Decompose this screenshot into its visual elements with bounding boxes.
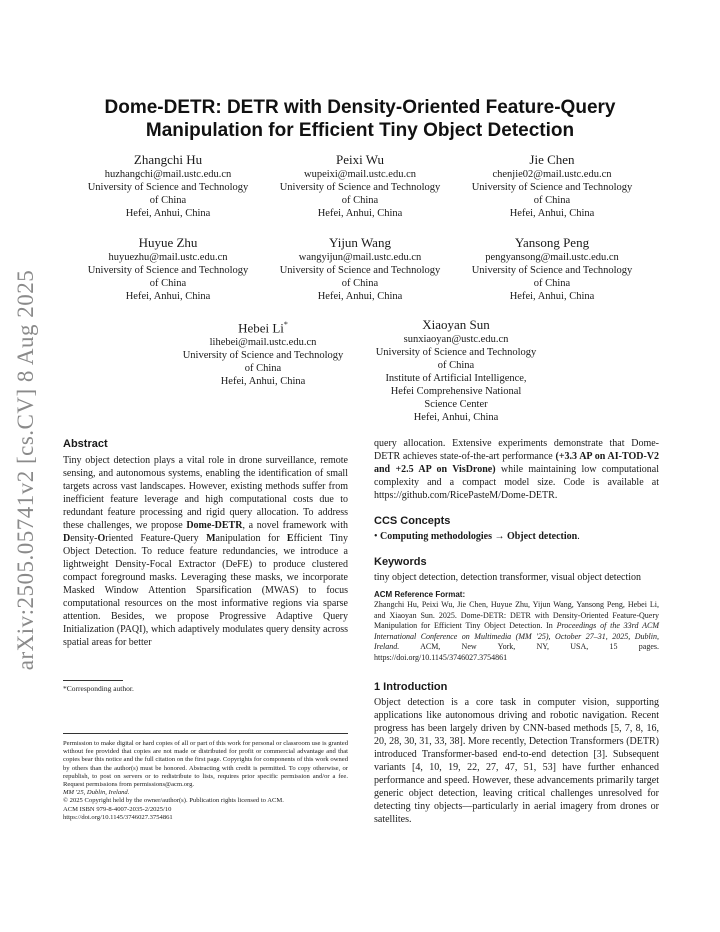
acronym-letter: D [63, 533, 71, 544]
permission-copyright: © 2025 Copyright held by the owner/author(s). Publication rights licensed to ACM. [63, 797, 284, 805]
keywords-text: tiny object detection, detection transformer, visual object detection [374, 572, 642, 583]
author-name: Zhangchi Hu [133, 152, 203, 167]
abstract-text-part: while maintaining low computational complexity and a compact model size. Code is available at https://github.com/RicePasteM/Dome-DETR. [374, 464, 659, 501]
acm-reference-venue: Proceedings of the 33rd ACM International Conference on Multimedia (MM '25), October 27–31, 2025, Dublin, Ireland. [374, 621, 660, 652]
permission-rule [63, 733, 348, 734]
permission-isbn: ACM ISBN 979-8-4007-2035-2/2025/10 [63, 805, 172, 813]
title-line-2: Manipulation for Efficient Tiny Object Detection [145, 120, 575, 141]
abstract-text-part: anipulation for [215, 533, 287, 544]
author-block [265, 151, 455, 220]
acm-reference-part: ACM, New York, NY, USA, 15 pages. https://doi.org/10.1145/3746027.3754861 [374, 642, 659, 662]
author-affiliation: University of Science and Technology [279, 265, 441, 276]
author-email: wupeixi@mail.ustc.edu.cn [303, 169, 417, 180]
author-location: Hefei, Anhui, China [413, 412, 499, 423]
permission-venue: MM '25, Dublin, Ireland. [63, 789, 130, 797]
author-affiliation: University of Science and Technology [471, 265, 633, 276]
abstract-text-part: , a novel framework with [242, 520, 348, 531]
author-email: sunxiaoyan@ustc.edu.cn [403, 334, 509, 345]
acm-reference-text [374, 600, 659, 664]
method-name: Dome-DETR [186, 520, 243, 531]
author-affiliation: Science Center [424, 399, 488, 410]
author-block [73, 234, 263, 303]
ccs-heading: CCS Concepts [374, 515, 451, 527]
author-affiliation: of China [533, 278, 571, 289]
introduction-heading: 1 Introduction [374, 680, 448, 693]
author-name: Jie Chen [529, 152, 575, 167]
acronym-letter: M [206, 533, 216, 544]
footnote-rule [63, 680, 123, 681]
author-affiliation: of China [437, 360, 475, 371]
abstract-heading: Abstract [63, 438, 108, 450]
acronym-letter: E [286, 533, 294, 544]
arxiv-identifier-text: arXiv:2505.05741v2 [cs.CV] 8 Aug 2025 [13, 269, 38, 671]
ccs-item [374, 530, 659, 543]
abstract-text-part: Tiny object detection plays a vital role in drone surveillance, remote sensing, and autonomous systems, enabling the identification of small targets across vast landscapes. However, existing methods suffer from inefficient feature leverage and high computational costs due to redundant feature processing and rigid query allocation. To address these challenges, we propose [63, 455, 348, 531]
author-affiliation: of China [244, 363, 282, 375]
author-location: Hefei, Anhui, China [317, 291, 403, 302]
author-affiliation: of China [149, 278, 187, 289]
author-email: huzhangchi@mail.ustc.edu.cn [104, 169, 232, 180]
acm-reference-part: Zhangchi Hu, Peixi Wu, Jie Chen, Huyue Zhu, Yijun Wang, Yansong Peng, Hebei Li, and Xiaoyan Sun. 2025. Dome-DETR: DETR with Density-Oriented Feature-Query Manipulation for Efficient Tiny Object Detection. In [374, 600, 659, 631]
footnote: *Corresponding author. [63, 684, 134, 693]
acronym-letter: O [97, 533, 106, 544]
author-location: Hefei, Anhui, China [125, 291, 211, 302]
abstract-section [63, 437, 348, 649]
author-name: Peixi Wu [336, 152, 384, 167]
results-highlight: (+3.3 AP on AI-TOD-V2 and +2.5 AP on VisDrone) [374, 451, 659, 475]
author-affiliation: University of Science and Technology [182, 350, 344, 362]
author-affiliation: University of Science and Technology [87, 182, 249, 193]
abstract-text [63, 454, 348, 649]
author-affiliation: University of Science and Technology [87, 265, 249, 276]
author-affiliation: University of Science and Technology [471, 182, 633, 193]
arxiv-identifier [6, 240, 46, 700]
ccs-bullet: • [374, 531, 381, 542]
author-email: lihebei@mail.ustc.edu.cn [209, 337, 317, 349]
abstract-text-part: fficient Tiny Object Detection. To reduce feature redundancies, we introduce a lightweight Density-Focal Extractor (DeFE) to produce clustered compact foreground masks. Leveraging these masks, we incorporate Masked Window Attention Sparsification (MWAS) to focus computational resources on the most informative regions via sparse attention. Besides, we propose Progressive Adaptive Query Initialization (PAQI), which adaptively modulates query density across spatial areas for better [63, 533, 349, 648]
author-email: huyuezhu@mail.ustc.edu.cn [108, 252, 228, 263]
author-affiliation: Institute of Artificial Intelligence, [385, 373, 527, 384]
abstract-text-part: ensity- [70, 533, 98, 544]
introduction-text: Object detection is a core task in computer vision, supporting applications like autonomous driving and robotic navigation. Recent progress has been largely driven by CNN-based methods [5, 7, 8, 16, 20, 28, 30, 31, 33, 38]. More recently, Detection Transformers (DETR) introduced Transformer-based end-to-end detection [3]. Subsequent variants [4, 10, 19, 22, 27, 47, 51, 53] have further enhanced performance and speed. However, these advancements primarily target generic object detection, leaving critical challenges unresolved for detecting tiny objects—particularly in aerial imagery from drones or satellites. [374, 696, 659, 825]
keywords-heading: Keywords [374, 556, 427, 568]
author-affiliation: of China [341, 195, 379, 206]
acm-reference-heading: ACM Reference Format: [374, 590, 466, 599]
abstract-continuation [374, 437, 659, 502]
permission-doi: https://doi.org/10.1145/3746027.3754861 [63, 813, 173, 821]
author-name: Xiaoyan Sun [422, 317, 490, 332]
author-name-text: Hebei Li [238, 320, 284, 336]
author-block [361, 316, 551, 424]
author-location: Hefei, Anhui, China [125, 208, 211, 219]
author-block [168, 316, 358, 388]
author-location: Hefei, Anhui, China [220, 376, 306, 388]
ccs-end: . [577, 531, 580, 542]
author-affiliation: University of Science and Technology [279, 182, 441, 193]
author-location: Hefei, Anhui, China [509, 291, 595, 302]
paper-title [70, 96, 650, 142]
author-affiliation: Hefei Comprehensive National [390, 386, 522, 397]
author-affiliation: University of Science and Technology [375, 347, 537, 358]
author-block [457, 151, 647, 220]
abstract-text-part: riented Feature-Query [105, 533, 207, 544]
title-line-1: Dome-DETR: DETR with Density-Oriented Feature-Query [104, 97, 616, 118]
right-column [374, 437, 659, 826]
author-affiliation: of China [533, 195, 571, 206]
permission-text: Permission to make digital or hard copies of all or part of this work for personal or classroom use is granted without fee provided that copies are not made or distributed for profit or commercial advantage and that copies bear this notice and the full citation on the first page. Copyrights for components of this work owned by others than the author(s) must be honored. Abstracting with credit is permitted. To copy otherwise, or republish, to post on servers or to redistribute to lists, requires prior specific permission and/or a fee. Request permissions from permissions@acm.org. [63, 740, 348, 789]
author-name: Yansong Peng [514, 235, 590, 250]
permission-block [63, 740, 348, 822]
author-name: Yijun Wang [329, 235, 391, 250]
author-name [168, 316, 358, 336]
author-name: Huyue Zhu [138, 235, 198, 250]
abstract-text-part: query allocation. Extensive experiments demonstrate that Dome-DETR achieves state-of-the-art performance [374, 438, 659, 462]
author-location: Hefei, Anhui, China [509, 208, 595, 219]
author-location: Hefei, Anhui, China [317, 208, 403, 219]
author-block [457, 234, 647, 303]
author-affiliation: of China [149, 195, 187, 206]
author-email: chenjie02@mail.ustc.edu.cn [492, 169, 612, 180]
author-email: pengyansong@mail.ustc.edu.cn [485, 252, 619, 263]
author-email: wangyijun@mail.ustc.edu.cn [298, 252, 422, 263]
ccs-concept: Computing methodologies → Object detection [380, 531, 578, 542]
author-block [265, 234, 455, 303]
corresponding-mark: * [283, 320, 288, 329]
author-block [73, 151, 263, 220]
author-affiliation: of China [341, 278, 379, 289]
